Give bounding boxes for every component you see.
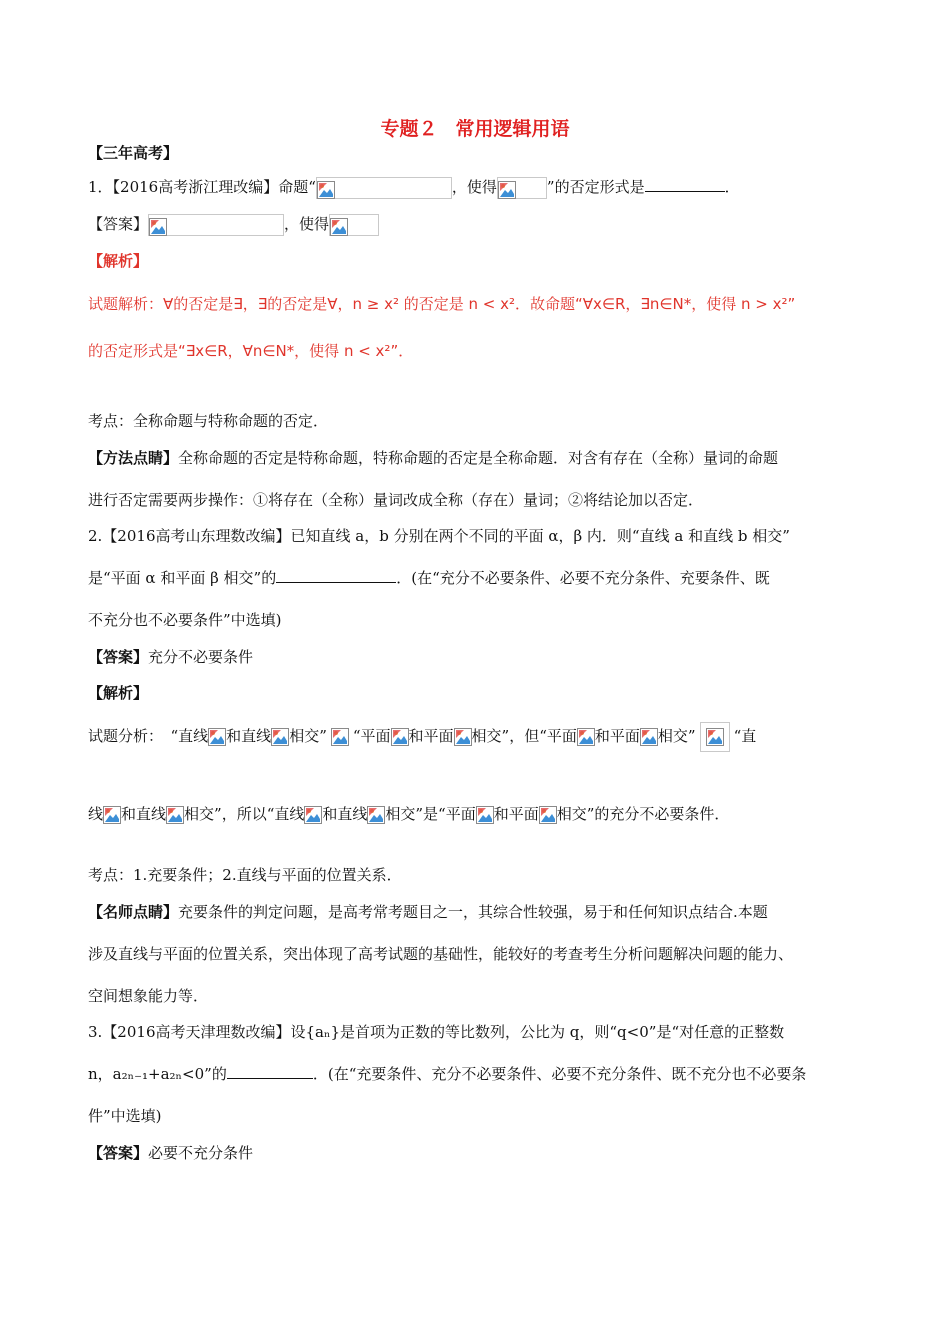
q1-text-c: ”的否定形式是: [546, 178, 645, 196]
q2-tip-line2: 涉及直线与平面的位置关系，突出体现了高考试题的基础性，能较好的考查考生分析问题解决问题的能力、: [88, 945, 794, 963]
broken-image-icon: [317, 181, 335, 199]
q2-an1-text: 试题分析： “直线: [88, 727, 209, 745]
answer-value: 充分不必要条件: [148, 648, 254, 666]
q2-source: 2.【2016高考山东理数改编】: [88, 527, 291, 545]
q2-text: 已知直线 a，b 分别在两个不同的平面 α，β 内．则“直线 a 和直线 b 相交”: [290, 527, 790, 545]
broken-image-icon: [367, 806, 385, 824]
q2-an2-text: 相交”，所以“直线: [184, 805, 305, 823]
q1-method-line2: 进行否定需要两步操作：①将存在（全称）量词改成全称（存在）量词；②将结论加以否定．: [88, 491, 704, 509]
q2-an2-text: 线: [88, 805, 104, 823]
broken-image-icon: [304, 806, 322, 824]
q1-method-line1: [88, 447, 778, 469]
q1-text-a: 命题“: [278, 178, 316, 196]
q2-an1-text: 相交”: [289, 727, 327, 745]
formula-image-box: [329, 214, 379, 236]
q1-kaodian: 考点：全称命题与特称命题的否定．: [88, 412, 329, 430]
q3-answer: [88, 1142, 253, 1164]
q1-text-b: ，使得: [451, 178, 497, 196]
broken-image-icon: [149, 218, 167, 236]
q3-source: 3.【2016高考天津理数改编】: [88, 1023, 291, 1041]
title-main: 常用逻辑用语: [455, 118, 570, 140]
q2-question-line3: 不充分也不必要条件”中选填): [88, 611, 282, 629]
method-label: 【方法点睛】: [88, 449, 179, 467]
q1-answer-mid: ，使得: [284, 215, 330, 233]
q2-an1-text: “直: [733, 727, 757, 745]
broken-image-icon: [476, 806, 494, 824]
q2-an2-text: 和直线: [322, 805, 368, 823]
broken-image-icon: [208, 728, 226, 746]
broken-image-icon: [706, 728, 724, 746]
answer-blank: [645, 177, 725, 192]
q1-source: 【2016高考浙江理改编】: [112, 178, 279, 196]
broken-image-icon: [103, 806, 121, 824]
q2-answer: [88, 646, 253, 668]
q2-analysis-label: 【解析】: [88, 684, 149, 702]
q1-text-d: ．: [724, 178, 740, 196]
q2-analysis-line2: [88, 803, 729, 825]
q2-tip-line3: 空间想象能力等．: [88, 987, 209, 1005]
q2-an1-text: “平面: [352, 727, 391, 745]
broken-image-icon: [271, 728, 289, 746]
q1-analysis-label: 【解析】: [88, 252, 149, 270]
q1-number: 1．: [88, 178, 113, 196]
tip-label: 【名师点睛】: [88, 903, 179, 921]
answer-blank: [276, 568, 396, 583]
q3-text-2a: n，a₂ₙ₋₁+a₂ₙ<0”的: [88, 1065, 227, 1083]
broken-image-icon: [391, 728, 409, 746]
q2-an1-text: 和直线: [226, 727, 272, 745]
formula-image-box: [497, 177, 547, 199]
q2-kaodian: 考点：1.充要条件；2.直线与平面的位置关系．: [88, 866, 402, 884]
broken-image-icon: [166, 806, 184, 824]
q2-question-line2: [88, 567, 770, 589]
method-text: 全称命题的否定是特称命题，特称命题的否定是全称命题．对含有存在（全称）量词的命题: [178, 449, 779, 467]
q3-question-line3: 件”中选填): [88, 1107, 162, 1125]
q2-an1-text: 和平面: [408, 727, 454, 745]
answer-label: 【答案】: [88, 648, 149, 666]
q2-text-2a: 是“平面 α 和平面 β 相交”的: [88, 569, 277, 587]
q2-an1-text: 相交”，但“平面: [471, 727, 577, 745]
q2-an2-text: 和直线: [121, 805, 167, 823]
broken-image-icon: [539, 806, 557, 824]
answer-value: 必要不充分条件: [148, 1144, 254, 1162]
q2-an2-text: 相交”的充分不必要条件．: [556, 805, 730, 823]
section-header: 【三年高考】: [88, 144, 179, 162]
broken-image-icon: [454, 728, 472, 746]
q2-question-line1: [88, 525, 790, 547]
q1-analysis-line1: 试题解析：∀的否定是∃，∃的否定是∀，n ≥ x² 的否定是 n < x²．故命题“∀x∈R，∃n∈N*，使得 n > x²”: [88, 295, 796, 313]
broken-image-icon: [498, 181, 516, 199]
formula-image-box: [700, 722, 730, 752]
formula-image-box: [148, 214, 284, 236]
q2-analysis-line1: [88, 722, 756, 752]
q2-an2-text: 和平面: [493, 805, 539, 823]
q2-an1-text: 相交”: [657, 727, 696, 745]
answer-label: 【答案】: [88, 1144, 149, 1162]
tip-text: 充要条件的判定问题，是高考常考题目之一，其综合性较强，易于和任何知识点结合.本题: [178, 903, 768, 921]
q3-question-line2: [88, 1063, 806, 1085]
q2-tip-line1: [88, 901, 768, 923]
broken-image-icon: [640, 728, 658, 746]
broken-image-icon: [330, 218, 348, 236]
q3-question-line1: [88, 1021, 784, 1043]
q2-an1-text: 和平面: [594, 727, 640, 745]
broken-image-icon: [331, 728, 349, 746]
q1-analysis-line2: 的否定形式是“∃x∈R，∀n∈N*，使得 n < x²”．: [88, 342, 414, 360]
formula-image-box: [316, 177, 452, 199]
page-title: [0, 114, 950, 141]
broken-image-icon: [577, 728, 595, 746]
q3-text: 设{aₙ}是首项为正数的等比数列，公比为 q，则“q<0”是“对任意的正整数: [290, 1023, 785, 1041]
q2-text-2b: ．(在“充分不必要条件、必要不充分条件、充要条件、既: [396, 569, 770, 587]
q1-question: [88, 176, 740, 199]
answer-label: 【答案】: [88, 215, 149, 233]
answer-blank: [227, 1064, 313, 1079]
q3-text-2b: ．(在“充要条件、充分不必要条件、必要不充分条件、既不充分也不必要条: [312, 1065, 807, 1083]
q2-an2-text: 相交”是“平面: [385, 805, 476, 823]
q1-answer: [88, 213, 379, 236]
title-prefix: 专题２: [380, 118, 438, 140]
